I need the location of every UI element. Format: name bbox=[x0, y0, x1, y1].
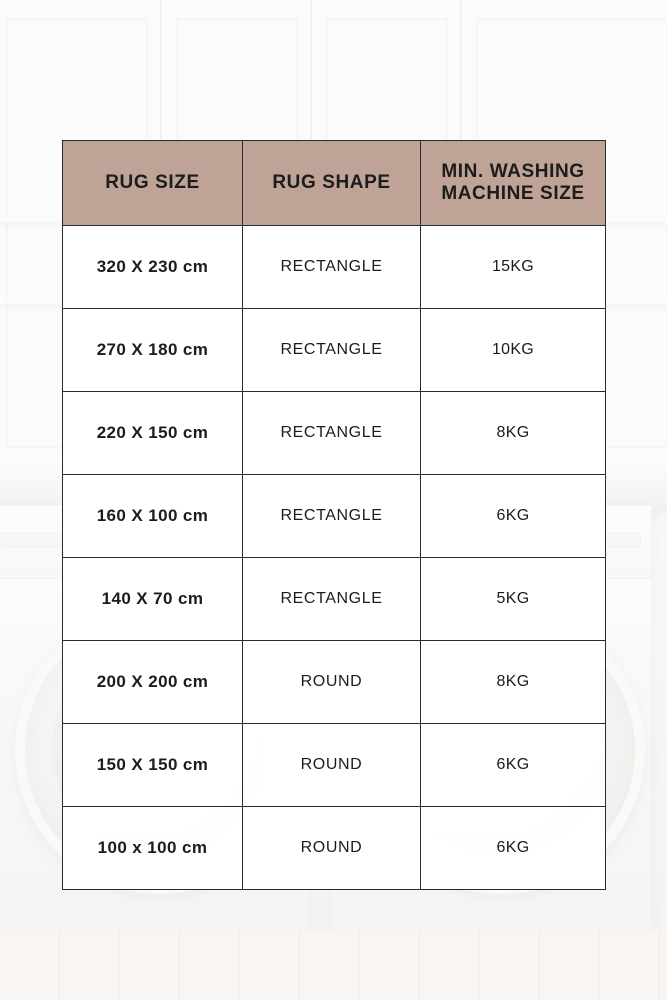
cell-machine-size: 6KG bbox=[421, 475, 606, 558]
rug-size-table-container bbox=[62, 140, 605, 890]
cell-rug-size: 220 X 150 cm bbox=[63, 392, 243, 475]
cell-machine-size: 6KG bbox=[421, 807, 606, 890]
cell-rug-shape: ROUND bbox=[243, 641, 421, 724]
cell-machine-size: 5KG bbox=[421, 558, 606, 641]
cell-rug-shape: ROUND bbox=[243, 807, 421, 890]
cell-rug-shape: RECTANGLE bbox=[243, 475, 421, 558]
table-row bbox=[63, 475, 606, 558]
column-header-line: RUG SHAPE bbox=[272, 172, 391, 194]
cell-rug-shape: ROUND bbox=[243, 724, 421, 807]
cell-machine-size: 6KG bbox=[421, 724, 606, 807]
table-row bbox=[63, 724, 606, 807]
table-row bbox=[63, 558, 606, 641]
cell-rug-size: 140 X 70 cm bbox=[63, 558, 243, 641]
column-header-line: RUG SIZE bbox=[105, 172, 200, 194]
cell-rug-size: 160 X 100 cm bbox=[63, 475, 243, 558]
table-body bbox=[63, 226, 606, 890]
cell-machine-size: 8KG bbox=[421, 392, 606, 475]
cell-rug-size: 100 x 100 cm bbox=[63, 807, 243, 890]
column-header-line: MIN. WASHING bbox=[441, 161, 585, 183]
cell-rug-size: 200 X 200 cm bbox=[63, 641, 243, 724]
table-row bbox=[63, 226, 606, 309]
column-header-min-washing-machine-size bbox=[421, 141, 606, 226]
cell-rug-size: 270 X 180 cm bbox=[63, 309, 243, 392]
table-row bbox=[63, 641, 606, 724]
rug-size-table bbox=[62, 140, 606, 890]
cell-rug-size: 320 X 230 cm bbox=[63, 226, 243, 309]
cell-machine-size: 10KG bbox=[421, 309, 606, 392]
table-header bbox=[63, 141, 606, 226]
column-header-line: MACHINE SIZE bbox=[441, 183, 585, 204]
column-header-rug-size bbox=[63, 141, 243, 226]
cell-rug-shape: RECTANGLE bbox=[243, 309, 421, 392]
cell-machine-size: 15KG bbox=[421, 226, 606, 309]
table-header-row bbox=[63, 141, 606, 226]
table-row bbox=[63, 807, 606, 890]
cell-rug-shape: RECTANGLE bbox=[243, 226, 421, 309]
cell-rug-shape: RECTANGLE bbox=[243, 558, 421, 641]
table-row bbox=[63, 309, 606, 392]
cell-rug-size: 150 X 150 cm bbox=[63, 724, 243, 807]
cell-machine-size: 8KG bbox=[421, 641, 606, 724]
table-row bbox=[63, 392, 606, 475]
cell-rug-shape: RECTANGLE bbox=[243, 392, 421, 475]
column-header-rug-shape bbox=[243, 141, 421, 226]
